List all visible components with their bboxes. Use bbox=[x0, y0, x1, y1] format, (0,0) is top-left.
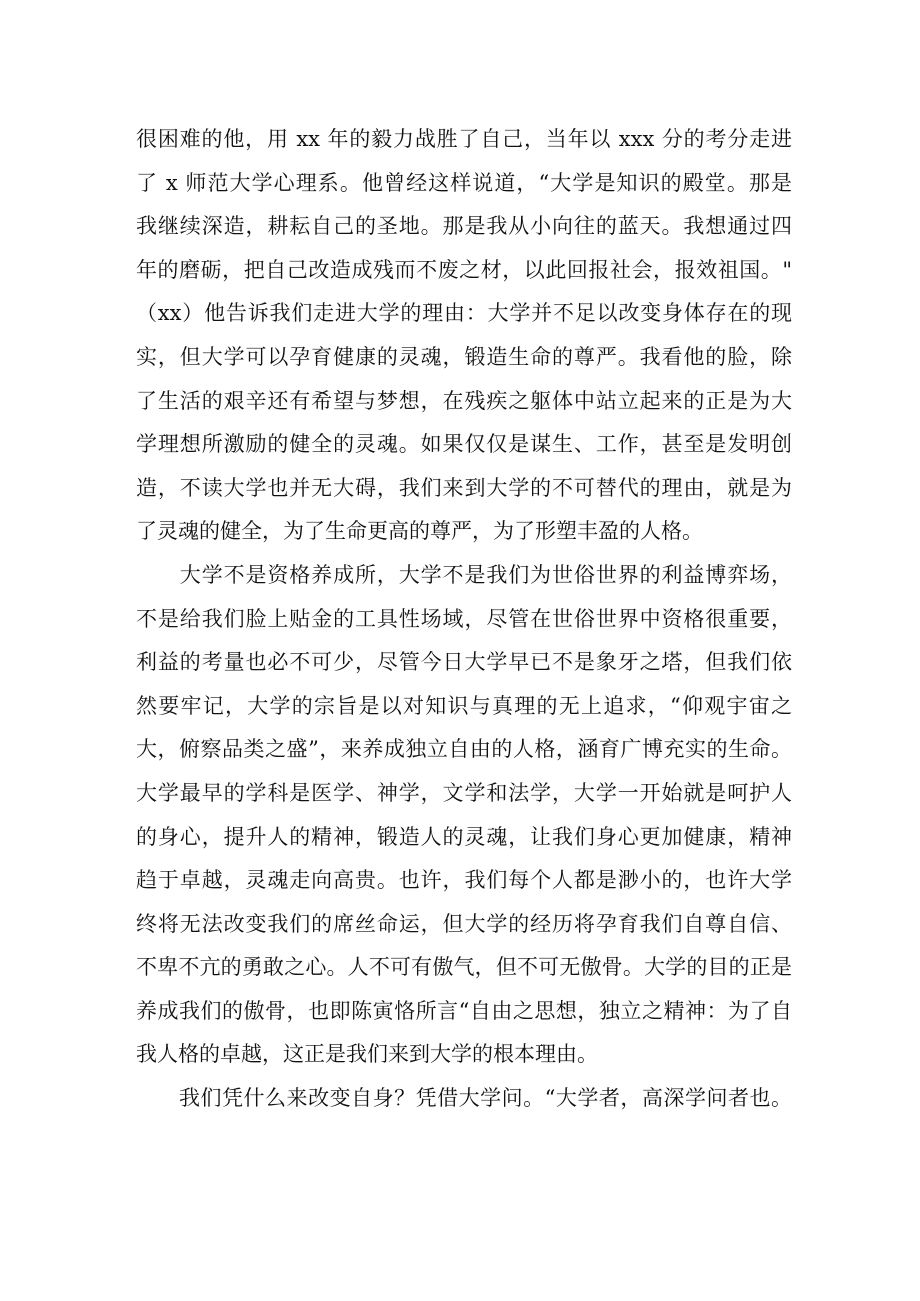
text-line: 大学不是资格养成所，大学不是我们为世俗世界的利益博弈场， bbox=[136, 562, 792, 587]
text-line: 了灵魂的健全，为了生命更高的尊严，为了形塑丰盈的人格。 bbox=[136, 519, 703, 544]
text-line: 我人格的卓越，这正是我们来到大学的根本理由。 bbox=[136, 1042, 598, 1067]
text-line: 了 x 师范大学心理系。他曾经这样说道，“大学是知识的殿堂。那是 bbox=[136, 170, 792, 195]
text-line: 终将无法改变我们的席丝命运，但大学的经历将孕育我们自尊自信、 bbox=[136, 911, 792, 936]
text-line: 利益的考量也必不可少，尽管今日大学早已不是象牙之塔，但我们依 bbox=[136, 650, 792, 675]
text-line: 我们凭什么来改变自身？凭借大学问。“大学者，高深学问者也。 bbox=[136, 1086, 792, 1111]
text-line: 大，俯察品类之盛”，来养成独立自由的人格，涵育广博充实的生命。 bbox=[136, 737, 792, 762]
document-body bbox=[136, 118, 792, 1121]
text-line: 养成我们的傲骨，也即陈寅恪所言“自由之思想，独立之精神：为了自 bbox=[136, 998, 792, 1023]
text-line: 不是给我们脸上贴金的工具性场域，尽管在世俗世界中资格很重要， bbox=[136, 606, 792, 631]
text-line: （xx）他告诉我们走进大学的理由：大学并不足以改变身体存在的现 bbox=[136, 301, 792, 326]
text-line: 我继续深造，耕耘自己的圣地。那是我从小向往的蓝天。我想通过四 bbox=[136, 214, 792, 239]
text-line: 很困难的他，用 xx 年的毅力战胜了自己，当年以 xxx 分的考分走进 bbox=[136, 127, 792, 151]
text-line: 不卑不亢的勇敢之心。人不可有傲气，但不可无傲骨。大学的目的正是 bbox=[136, 955, 792, 980]
text-line: 的身心，提升人的精神，锻造人的灵魂，让我们身心更加健康，精神 bbox=[136, 824, 792, 849]
text-line: 大学最早的学科是医学、神学，文学和法学，大学一开始就是呵护人 bbox=[136, 780, 792, 805]
text-line: 造，不读大学也并无大碍，我们来到大学的不可替代的理由，就是为 bbox=[136, 475, 792, 500]
text-line: 年的磨砺，把自己改造成残而不废之材，以此回报社会，报效祖国。" bbox=[136, 257, 792, 282]
text-line: 了生活的艰辛还有希望与梦想，在残疾之躯体中站立起来的正是为大 bbox=[136, 388, 792, 413]
text-line: 学理想所激励的健全的灵魂。如果仅仅是谋生、工作，甚至是发明创 bbox=[136, 432, 792, 457]
text-line: 然要牢记，大学的宗旨是以对知识与真理的无上追求，“仰观宇宙之 bbox=[136, 693, 792, 718]
text-line: 趋于卓越，灵魂走向高贵。也许，我们每个人都是渺小的，也许大学 bbox=[136, 868, 792, 893]
text-line: 实，但大学可以孕育健康的灵魂，锻造生命的尊严。我看他的脸，除 bbox=[136, 344, 792, 369]
